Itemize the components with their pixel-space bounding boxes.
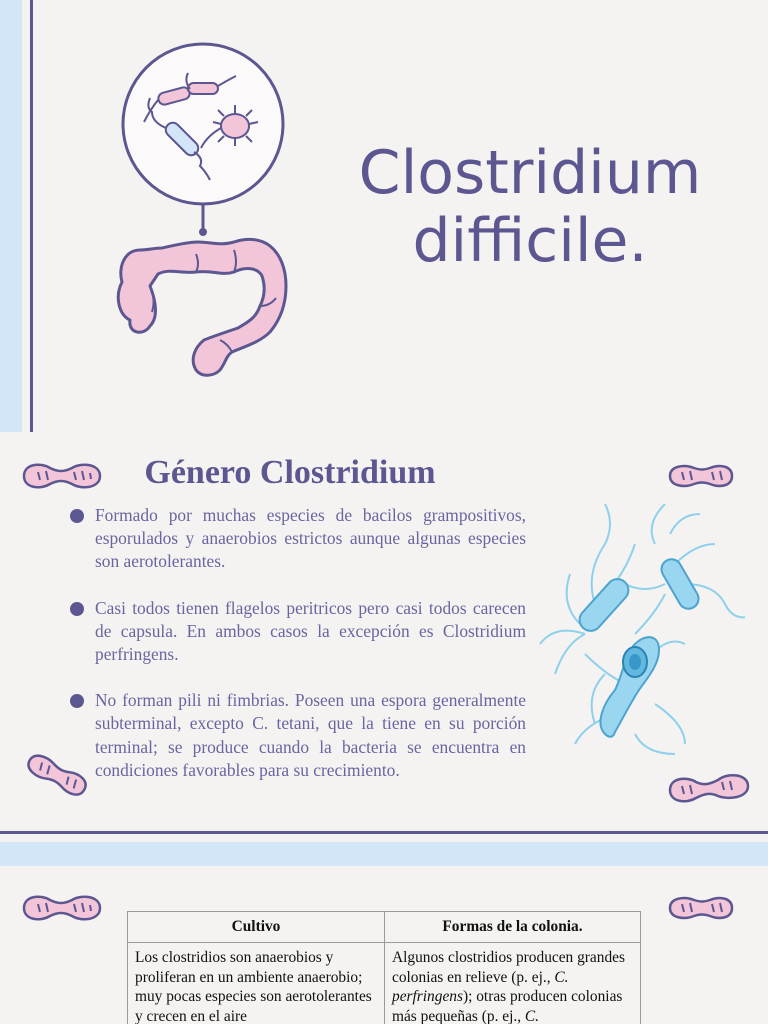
cell-text: ); otras producen colonias más pequeñas (p. ej., — [392, 988, 623, 1024]
bacterium-icon — [666, 892, 736, 924]
bullet-item — [70, 597, 526, 667]
bacterium-icon — [666, 460, 736, 492]
bacterium-icon — [18, 458, 104, 494]
bacterium-icon — [664, 766, 752, 808]
slide-title — [335, 140, 725, 276]
bacteria-magnifier-icon — [110, 36, 300, 396]
bullet-text: Casi todos tienen flagelos peritricos pero casi todos carecen de capsula. En ambos casos la excepción es Clostridium perfringens. — [95, 597, 526, 665]
title-line-1: Clostridium — [358, 138, 702, 208]
culture-slide — [0, 866, 768, 1024]
table-cell: Los clostridios son anaerobios y proliferan en un ambiente anaerobio; muy pocas especies son aerotolerantes y crecen en el aire — [128, 943, 385, 1024]
clostridium-illustration — [535, 504, 745, 764]
bullet-dot — [70, 509, 84, 523]
species-name: C. — [524, 1007, 540, 1024]
title-slide — [0, 0, 768, 432]
bullet-dot — [70, 602, 84, 616]
bullet-text: No forman pili ni fimbrias. Poseen una espora generalmente subterminal, excepto C. tetani, que la tiene en su porción terminal; se produce cuando la bacteria se encuentra en condiciones favorables para su crecimiento. — [95, 690, 526, 780]
bullet-text: Formado por muchas especies de bacilos grampositivos, esporulados y anaerobios estrictos aunque algunas especies son aerotolerantes. — [95, 505, 526, 572]
section-heading: Género Clostridium — [144, 454, 436, 491]
bacterium-icon — [18, 890, 104, 926]
table-cell — [385, 943, 641, 1024]
culture-table — [127, 911, 641, 1024]
bullet-item — [70, 504, 526, 574]
bullet-item — [70, 689, 526, 782]
bullet-list — [70, 504, 526, 782]
column-header-formas: Formas de la colonia. — [385, 912, 641, 943]
genus-slide — [0, 432, 768, 842]
species-name: C. perfringens — [392, 968, 569, 1005]
bacterium-icon — [22, 750, 92, 800]
left-blue-bar — [0, 0, 22, 432]
left-divider-line — [30, 0, 33, 432]
table-row — [128, 943, 641, 1024]
column-header-cultivo: Cultivo — [128, 912, 385, 943]
title-line-2: difficile. — [412, 205, 648, 276]
table-header-row — [128, 912, 641, 943]
bullet-dot — [70, 694, 84, 708]
slide-separator — [0, 842, 768, 866]
bottom-divider-line — [0, 831, 768, 834]
cell-text: Algunos clostridios producen grandes colonias en relieve (p. ej., — [392, 949, 625, 986]
